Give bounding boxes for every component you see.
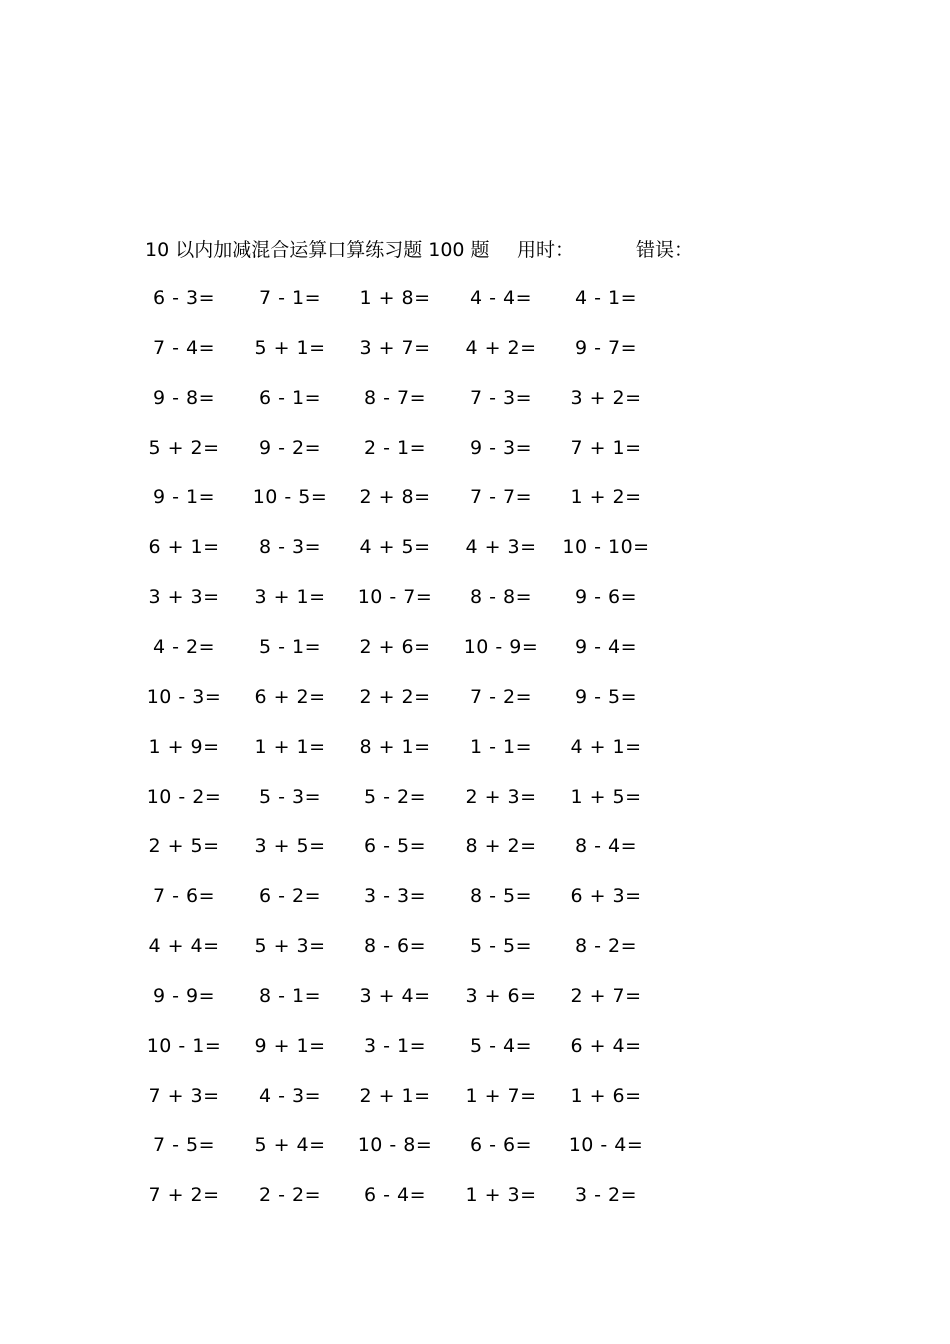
arithmetic-problem: 1 + 8= (359, 287, 431, 309)
arithmetic-problem: 4 + 3= (465, 536, 537, 559)
arithmetic-problem: 9 - 9= (152, 984, 216, 1007)
arithmetic-problem: 1 + 6= (570, 1084, 642, 1107)
arithmetic-problem: 7 - 2= (469, 685, 533, 708)
arithmetic-problem: 6 + 2= (254, 685, 326, 708)
arithmetic-problem: 4 - 1= (574, 287, 638, 309)
arithmetic-problem: 9 - 1= (152, 486, 216, 509)
arithmetic-problem: 4 + 4= (148, 935, 220, 958)
arithmetic-problem: 10 - 2= (146, 785, 222, 808)
arithmetic-problem: 1 + 2= (570, 486, 642, 509)
arithmetic-problem: 1 + 5= (570, 785, 642, 808)
arithmetic-problem: 6 + 4= (570, 1034, 642, 1057)
arithmetic-problem: 5 - 4= (469, 1034, 533, 1057)
arithmetic-problem: 3 - 1= (363, 1034, 427, 1057)
arithmetic-problem: 7 - 6= (152, 885, 216, 908)
arithmetic-problem: 4 - 3= (258, 1084, 322, 1107)
arithmetic-problem: 2 + 2= (359, 685, 431, 708)
arithmetic-problem: 6 - 5= (363, 835, 427, 858)
arithmetic-problem: 1 + 9= (148, 735, 220, 758)
arithmetic-problem: 4 + 5= (359, 536, 431, 559)
arithmetic-problem: 9 - 2= (258, 436, 322, 459)
arithmetic-problem: 1 + 7= (465, 1084, 537, 1107)
arithmetic-problem: 9 - 5= (574, 685, 638, 708)
arithmetic-problem: 8 + 2= (465, 835, 537, 858)
arithmetic-problem: 10 - 7= (357, 586, 433, 609)
arithmetic-problem: 5 + 2= (148, 436, 220, 459)
arithmetic-problem: 9 - 4= (574, 635, 638, 658)
arithmetic-problem: 6 - 4= (363, 1184, 427, 1207)
arithmetic-problem: 7 - 7= (469, 486, 533, 509)
arithmetic-problem: 3 + 2= (570, 386, 642, 409)
arithmetic-problem: 2 + 6= (359, 635, 431, 658)
arithmetic-problem: 8 - 1= (258, 984, 322, 1007)
arithmetic-problem: 4 + 2= (465, 336, 537, 359)
arithmetic-problem: 9 - 3= (469, 436, 533, 459)
arithmetic-problem: 2 + 7= (570, 984, 642, 1007)
arithmetic-problem: 10 - 1= (146, 1034, 222, 1057)
arithmetic-problem: 8 - 4= (574, 835, 638, 858)
arithmetic-problem: 6 + 3= (570, 885, 642, 908)
arithmetic-problem: 7 + 2= (148, 1184, 220, 1207)
arithmetic-problem: 1 + 1= (254, 735, 326, 758)
arithmetic-problem: 3 - 3= (363, 885, 427, 908)
arithmetic-problem: 7 - 3= (469, 386, 533, 409)
arithmetic-problem: 9 - 6= (574, 586, 638, 609)
arithmetic-problem: 2 + 1= (359, 1084, 431, 1107)
arithmetic-problem: 5 + 4= (254, 1134, 326, 1157)
arithmetic-problem: 8 + 1= (359, 735, 431, 758)
arithmetic-problem: 9 - 7= (574, 336, 638, 359)
arithmetic-problem: 8 - 5= (469, 885, 533, 908)
arithmetic-problem: 5 - 2= (363, 785, 427, 808)
arithmetic-problem: 2 - 2= (258, 1184, 322, 1207)
arithmetic-problem: 4 - 4= (469, 287, 533, 309)
worksheet-title: 10 以内加减混合运算口算练习题 100 题 (145, 239, 490, 261)
arithmetic-problem: 7 + 1= (570, 436, 642, 459)
arithmetic-problem: 7 - 4= (152, 336, 216, 359)
arithmetic-problem: 3 + 5= (254, 835, 326, 858)
time-used-label: 用时： (517, 239, 575, 261)
arithmetic-problem: 1 + 3= (465, 1184, 537, 1207)
arithmetic-problem: 7 - 1= (258, 287, 322, 309)
arithmetic-problem: 4 - 2= (152, 635, 216, 658)
arithmetic-problem: 5 + 3= (254, 935, 326, 958)
arithmetic-problem: 10 - 10= (562, 536, 650, 559)
arithmetic-problem: 8 - 6= (363, 935, 427, 958)
arithmetic-problem: 2 + 5= (148, 835, 220, 858)
arithmetic-problem: 2 - 1= (363, 436, 427, 459)
arithmetic-problem: 6 - 3= (152, 287, 216, 309)
arithmetic-problem: 6 + 1= (148, 536, 220, 559)
arithmetic-problem: 10 - 5= (252, 486, 328, 509)
arithmetic-problem: 3 + 3= (148, 586, 220, 609)
arithmetic-problem: 5 - 5= (469, 935, 533, 958)
arithmetic-problem: 10 - 3= (146, 685, 222, 708)
arithmetic-problem: 5 - 1= (258, 635, 322, 658)
arithmetic-problem: 5 - 3= (258, 785, 322, 808)
arithmetic-problem: 3 + 6= (465, 984, 537, 1007)
arithmetic-problem: 2 + 8= (359, 486, 431, 509)
arithmetic-problem: 10 - 9= (463, 635, 539, 658)
arithmetic-problem: 5 + 1= (254, 336, 326, 359)
arithmetic-problem: 7 + 3= (148, 1084, 220, 1107)
arithmetic-problem: 10 - 4= (568, 1134, 644, 1157)
arithmetic-problem: 7 - 5= (152, 1134, 216, 1157)
arithmetic-problem: 6 - 6= (469, 1134, 533, 1157)
arithmetic-problem: 3 + 4= (359, 984, 431, 1007)
arithmetic-problem: 9 - 8= (152, 386, 216, 409)
arithmetic-problem: 6 - 2= (258, 885, 322, 908)
arithmetic-problem: 3 + 7= (359, 336, 431, 359)
arithmetic-problem: 8 - 3= (258, 536, 322, 559)
arithmetic-problem: 8 - 2= (574, 935, 638, 958)
arithmetic-problem: 1 - 1= (469, 735, 533, 758)
arithmetic-problem: 8 - 8= (469, 586, 533, 609)
arithmetic-problem: 9 + 1= (254, 1034, 326, 1057)
arithmetic-problem: 10 - 8= (357, 1134, 433, 1157)
arithmetic-problem: 3 + 1= (254, 586, 326, 609)
arithmetic-problem: 6 - 1= (258, 386, 322, 409)
arithmetic-problem: 4 + 1= (570, 735, 642, 758)
arithmetic-problem: 3 - 2= (574, 1184, 638, 1207)
arithmetic-problem: 8 - 7= (363, 386, 427, 409)
arithmetic-problem: 2 + 3= (465, 785, 537, 808)
errors-label: 错误： (636, 239, 694, 261)
